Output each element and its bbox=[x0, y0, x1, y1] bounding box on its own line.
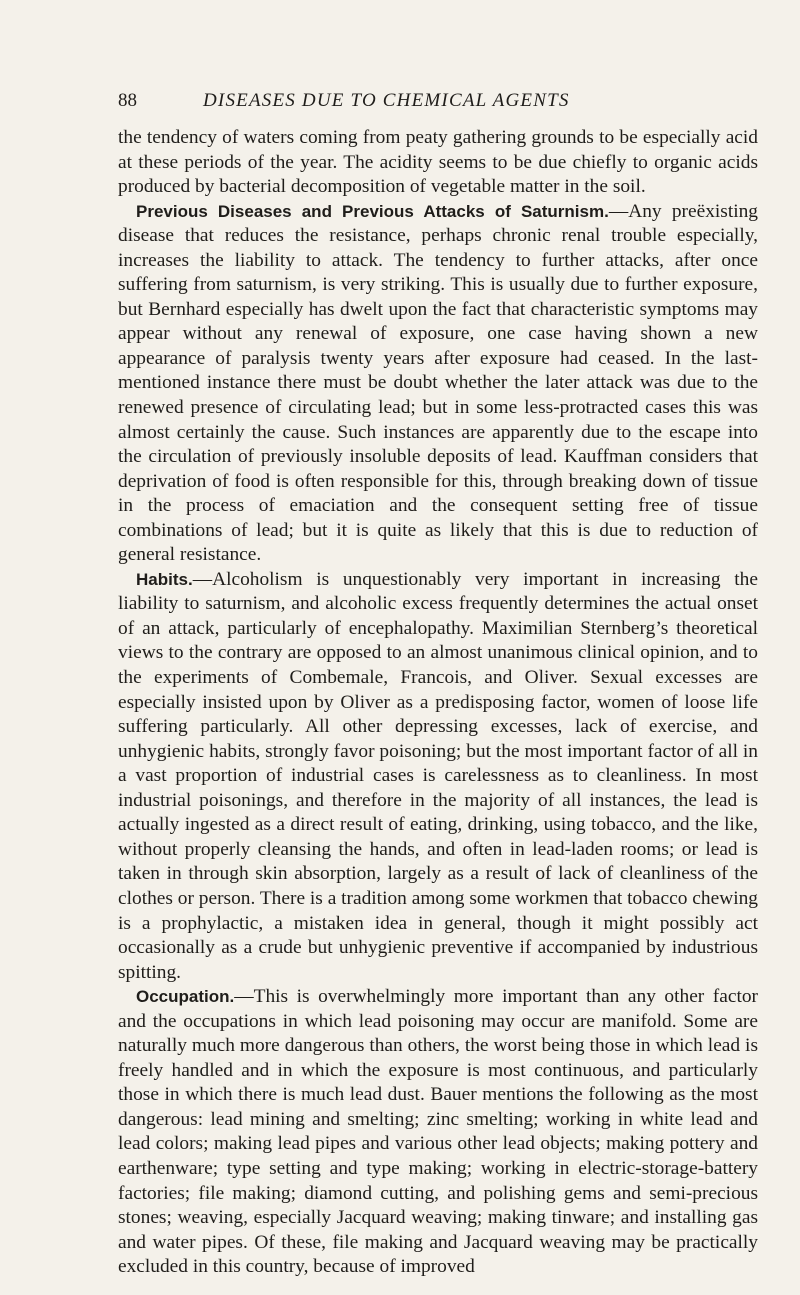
section-heading-habits: Habits. bbox=[136, 569, 193, 589]
paragraph-habits bbox=[118, 568, 758, 985]
paragraph-peaty-waters: the tendency of waters coming from peaty gathering grounds to be especially acid at these periods of the year. The acidity seems to be due chiefly to organic acids produced by bacterial decomposition of vegetable matter in the soil. bbox=[118, 127, 758, 198]
paragraph-previous-diseases bbox=[118, 200, 758, 568]
running-title: DISEASES DUE TO CHEMICAL AGENTS bbox=[203, 90, 570, 111]
page-number: 88 bbox=[118, 90, 137, 111]
section-heading-previous-diseases: Previous Diseases and Previous Attacks of Saturnism. bbox=[136, 201, 609, 221]
section-heading-occupation: Occupation. bbox=[136, 987, 235, 1007]
paragraph-text: —This is overwhelmingly more important than any other factor and the occupations in which lead poisoning may occur are manifold. Some are naturally much more dangerous than others, the worst being those in which lead is freely handled and in which the exposure is most continuous, and particularly those in which there is much lead dust. Bauer mentions the following as the most dangerous: lead mining and smelting; zinc smelting; working in white lead and lead colors; making lead pipes and various other lead objects; making pottery and earthenware; type setting and type making; working in electric-storage-battery factories; file making; diamond cutting, and polishing gems and semi-precious stones; weaving, especially Jacquard weaving; making tinware; and installing gas and water pipes. Of these, file making and Jacquard weaving may be practically excluded in this country, because of improved bbox=[118, 986, 758, 1278]
paragraph-text: —Alcoholism is unquestionably very important in increasing the liability to saturnism, and alcoholic excess frequently determines the actual onset of an attack, particularly of encephalopathy. Maximilian Sternberg’s theoretical views to the contrary are opposed to an almost unanimous clinical opinion, and to the experiments of Combemale, Francois, and Oliver. Sexual excesses are especially insisted upon by Oliver as a predisposing factor, women of loose life suffering particularly. All other depressing excesses, lack of exercise, and unhygienic habits, strongly favor poisoning; but the most important factor of all in a vast proportion of industrial cases is carelessness as to cleanliness. In most industrial poisonings, and therefore in the majority of all instances, the lead is actually ingested as a direct result of eating, drinking, using tobacco, and the like, without properly cleansing the hands, and often in lead-laden rooms; or lead is taken in through skin absorption, largely as a result of lack of cleanliness of the clothes or person. There is a tradition among some workmen that tobacco chewing is a prophylactic, a mistaken idea in general, though it might possibly act occasionally as a crude but unhygienic preventive if accompanied by industrious spitting. bbox=[118, 568, 758, 983]
paragraph-text: —Any preëxisting disease that reduces the resistance, perhaps chronic renal trouble especially, increases the liability to attack. The tendency to further attacks, after once suffering from saturnism, is very striking. This is usually due to further exposure, but Bernhard especially has dwelt upon the fact that characteristic symptoms may appear without any renewal of exposure, one case having shown a new appearance of paralysis twenty years after exposure had ceased. In the last-mentioned instance there must be doubt whether the later attack was due to the renewed presence of circulating lead; but in some less-protracted cases this was almost certainly the cause. Such instances are apparently due to the escape into the circulation of previously insoluble deposits of lead. Kauffman considers that deprivation of food is often responsible for this, through breaking down of tissue in the process of emaciation and the consequent setting free of tissue combinations of lead; but it is quite as likely that this is due to reduction of general resistance. bbox=[118, 200, 758, 566]
body-text bbox=[118, 126, 758, 1280]
running-head bbox=[118, 88, 758, 114]
paragraph-occupation bbox=[118, 985, 758, 1280]
